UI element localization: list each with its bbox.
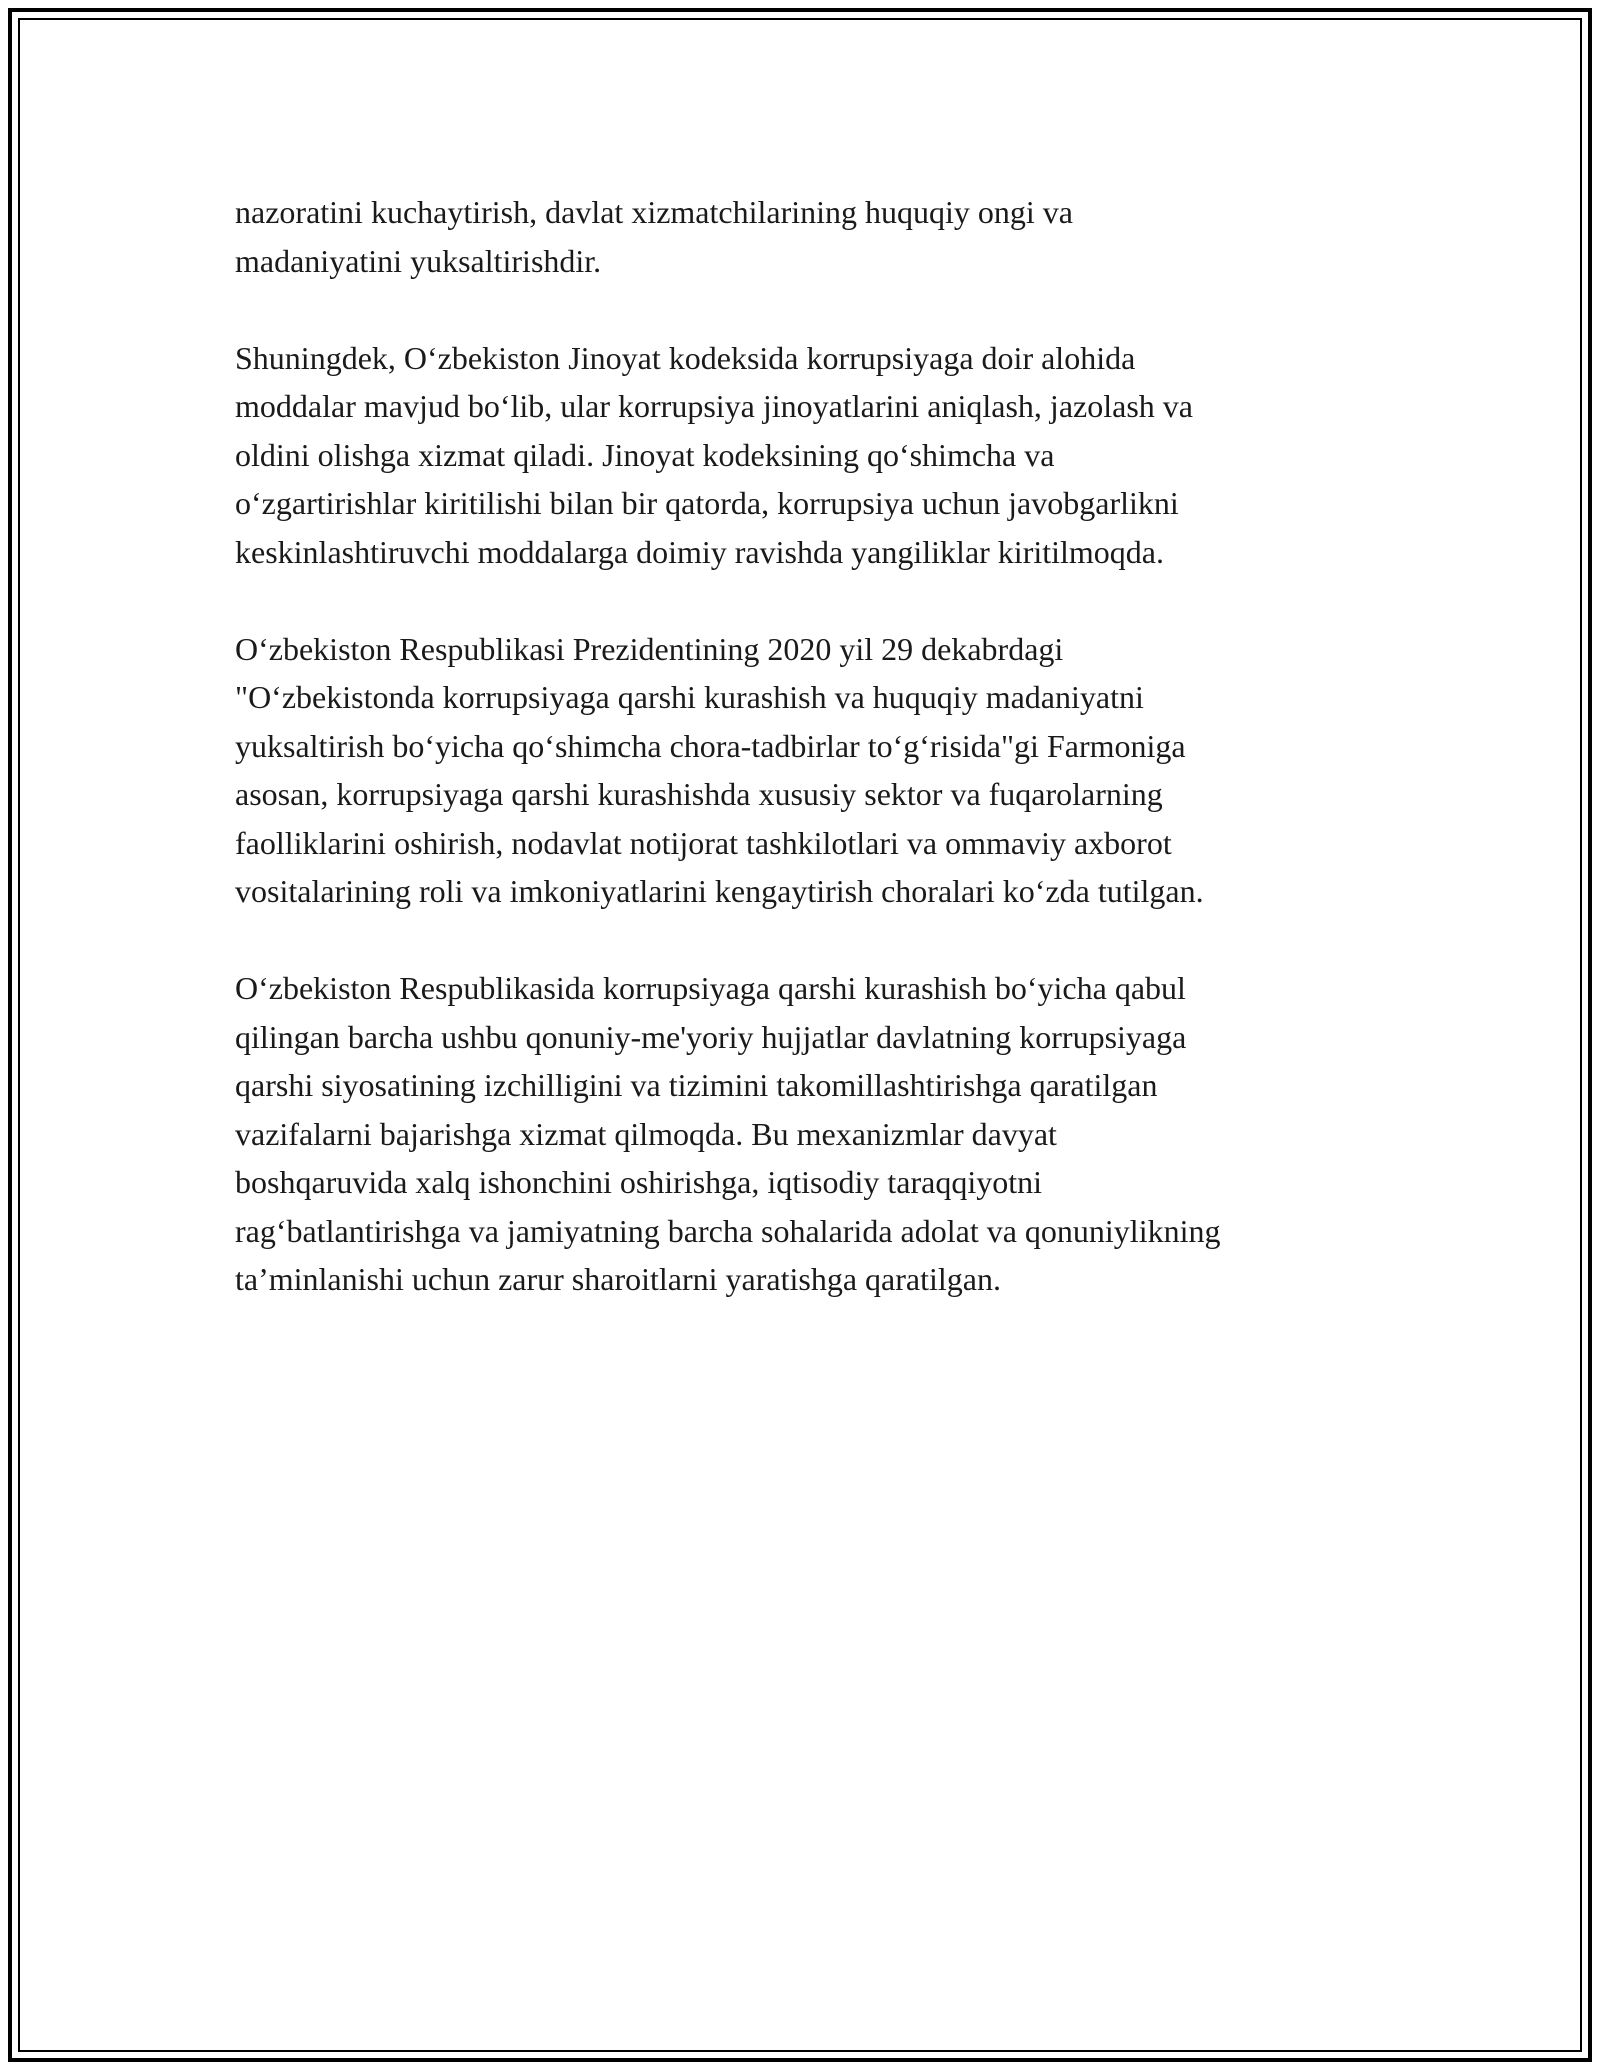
- paragraph-2: [235, 334, 1385, 577]
- paragraph-1: [235, 188, 1385, 285]
- text-line: qarshi siyosatining izchilligini va tizimini takomillashtirishga qaratilgan: [235, 1067, 1158, 1103]
- text-line: vositalarining roli va imkoniyatlarini kengaytirish choralari ko‘zda tutilgan.: [235, 873, 1204, 909]
- text-line: rag‘batlantirishga va jamiyatning barcha sohalarida adolat va qonuniylikning: [235, 1212, 1221, 1249]
- text-line: oldini olishga xizmat qiladi. Jinoyat kodeksining qo‘shimcha va: [235, 436, 1055, 473]
- text-line: moddalar mavjud bo‘lib, ular korrupsiya jinoyatlarini aniqlash, jazolash va: [235, 388, 1193, 424]
- text-line: O‘zbekiston Respublikasi Prezidentining 2020 yil 29 dekabrdagi: [235, 630, 1064, 667]
- text-line: "O‘zbekistonda korrupsiyaga qarshi kurashish va huquqiy madaniyatni: [235, 679, 1144, 715]
- paragraph-3: [235, 625, 1385, 916]
- text-line: keskinlashtiruvchi moddalarga doimiy ravishda yangiliklar kiritilmoqda.: [235, 533, 1164, 570]
- text-line: nazoratini kuchaytirish, davlat xizmatchilarining huquqiy ongi va: [235, 194, 1073, 230]
- text-line: madaniyatini yuksaltirishdir.: [235, 242, 602, 279]
- paragraph-4: [235, 964, 1385, 1304]
- text-line: ta’minlanishi uchun zarur sharoitlarni yaratishga qaratilgan.: [235, 1261, 1001, 1297]
- text-line: o‘zgartirishlar kiritilishi bilan bir qatorda, korrupsiya uchun javobgarlikni: [235, 485, 1179, 521]
- text-line: boshqaruvida xalq ishonchini oshirishga, iqtisodiy taraqqiyotni: [235, 1164, 1043, 1200]
- text-line: Shuningdek, O‘zbekiston Jinoyat kodeksida korrupsiyaga doir alohida: [235, 339, 1136, 376]
- text-line: vazifalarni bajarishga xizmat qilmoqda. Bu mexanizmlar davyat: [235, 1115, 1057, 1152]
- text-line: O‘zbekiston Respublikasida korrupsiyaga qarshi kurashish bo‘yicha qabul: [235, 970, 1186, 1006]
- text-line: yuksaltirish bo‘yicha qo‘shimcha chora-tadbirlar to‘g‘risida"gi Farmoniga: [235, 727, 1186, 764]
- text-line: qilingan barcha ushbu qonuniy-me'yoriy hujjatlar davlatning korrupsiyaga: [235, 1018, 1187, 1055]
- document-body: [235, 188, 1385, 1304]
- text-line: faolliklarini oshirish, nodavlat notijorat tashkilotlari va ommaviy axborot: [235, 824, 1172, 861]
- text-line: asosan, korrupsiyaga qarshi kurashishda xususiy sektor va fuqarolarning: [235, 776, 1163, 812]
